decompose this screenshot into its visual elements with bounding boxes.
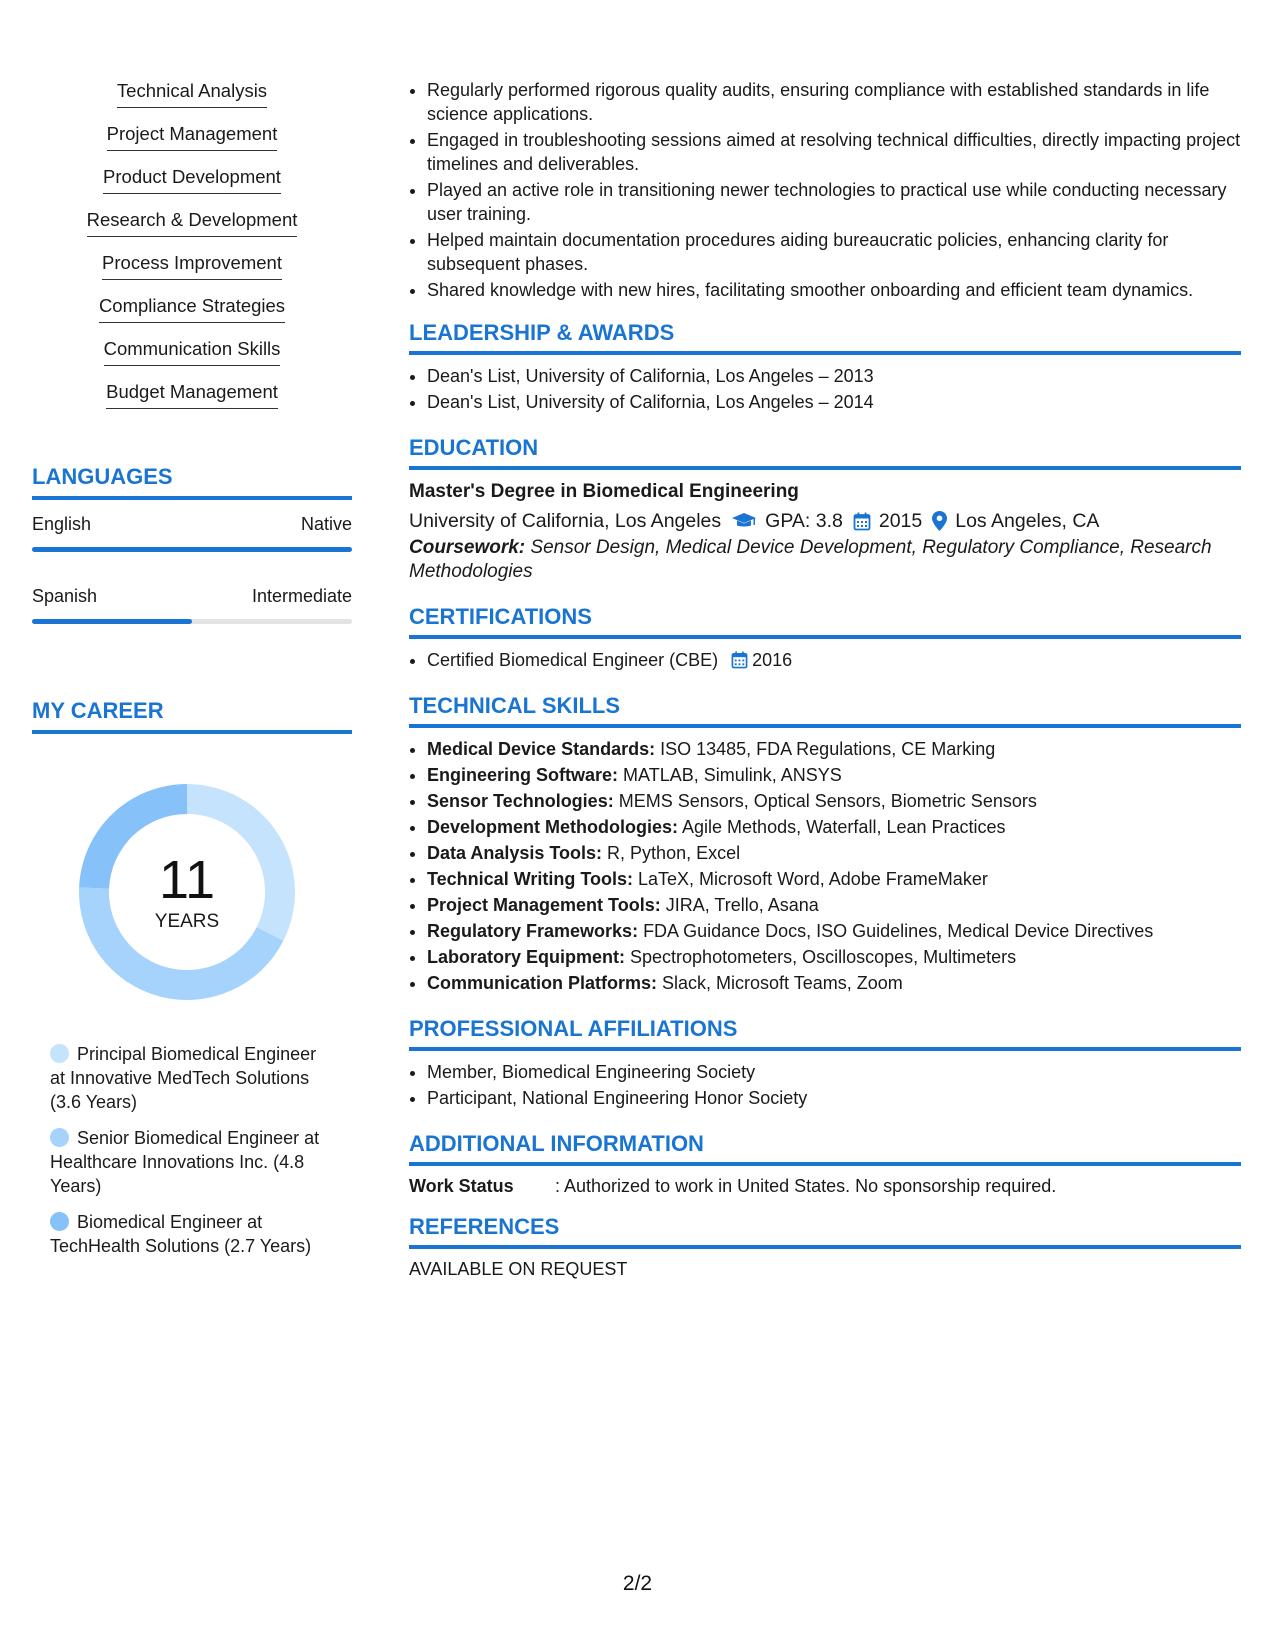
tech-skill-item	[427, 736, 1241, 762]
skill-item: Budget Management	[106, 381, 278, 409]
tech-skill-item	[427, 970, 1241, 996]
calendar-icon	[731, 651, 748, 669]
references-heading: REFERENCES	[409, 1214, 1241, 1249]
affiliations-list	[409, 1059, 1241, 1111]
work-status-row	[409, 1174, 1241, 1198]
degree-title: Master's Degree in Biomedical Engineering	[409, 481, 799, 502]
work-status-label: Work Status	[409, 1176, 514, 1196]
tech-skill-label: Development Methodologies:	[427, 817, 679, 837]
education-heading: EDUCATION	[409, 435, 1241, 470]
skill-item: Compliance Strategies	[99, 295, 285, 323]
legend-item	[50, 1210, 330, 1258]
location-pin-icon	[932, 511, 947, 531]
graduation-year: 2015	[878, 510, 923, 532]
technical-skills-list	[409, 736, 1241, 996]
coursework-label: Coursework:	[409, 537, 526, 558]
legend-dot-icon	[50, 1128, 69, 1147]
tech-skill-label: Technical Writing Tools:	[427, 869, 634, 889]
right-column	[409, 78, 1241, 1281]
career-heading: MY CAREER	[32, 698, 352, 734]
languages-heading: LANGUAGES	[32, 464, 352, 500]
tech-skill-item	[427, 840, 1241, 866]
legend-label: Senior Biomedical Engineer at Healthcare Innovations Inc. (4.8 Years)	[50, 1128, 320, 1196]
legend-item	[50, 1042, 330, 1114]
tech-skill-item	[427, 762, 1241, 788]
skill-item: Product Development	[103, 166, 281, 194]
legend-label: Biomedical Engineer at TechHealth Solutions (2.7 Years)	[50, 1212, 312, 1256]
career-donut-chart	[67, 772, 307, 1012]
work-status-value: : Authorized to work in United States. No sponsorship required.	[555, 1176, 1057, 1196]
language-level: Native	[300, 514, 352, 534]
experience-bullet: • Engaged in troubleshooting sessions aimed at resolving technical difficulties, directly impacting project timelines and deliverables.	[427, 128, 1241, 176]
skill-item: Research & Development	[87, 209, 298, 237]
references-text: AVAILABLE ON REQUEST	[409, 1259, 628, 1279]
page-number: 2/2	[622, 1572, 653, 1595]
experience-bullets	[409, 78, 1241, 302]
tech-skill-item	[427, 866, 1241, 892]
experience-bullet: • Played an active role in transitioning newer technologies to practical use while conducting necessary user training.	[427, 178, 1241, 226]
tech-skill-label: Regulatory Frameworks:	[427, 921, 639, 941]
tech-skill-value: LaTeX, Microsoft Word, Adobe FrameMaker	[633, 869, 988, 889]
skill-item: Project Management	[107, 123, 278, 151]
technical-skills-heading: TECHNICAL SKILLS	[409, 693, 1241, 728]
tech-skill-label: Medical Device Standards:	[427, 739, 656, 759]
experience-bullet: • Helped maintain documentation procedures aiding bureaucratic policies, enhancing clarity for subsequent phases.	[427, 228, 1241, 276]
left-column	[32, 80, 352, 1270]
graduation-cap-icon	[731, 512, 757, 530]
tech-skill-value: Agile Methods, Waterfall, Lean Practices	[678, 817, 1006, 837]
legend-dot-icon	[50, 1212, 69, 1231]
tech-skill-item	[427, 892, 1241, 918]
skills-list	[32, 80, 352, 424]
tech-skill-item	[427, 918, 1241, 944]
calendar-icon	[853, 512, 871, 531]
school-location: Los Angeles, CA	[955, 510, 1100, 532]
tech-skill-value: Slack, Microsoft Teams, Zoom	[657, 973, 903, 993]
tech-skill-label: Communication Platforms:	[427, 973, 658, 993]
tech-skill-value: R, Python, Excel	[602, 843, 741, 863]
language-bar-fill	[32, 619, 192, 624]
coursework	[409, 536, 1241, 584]
award-item: • Dean's List, University of California, Los Angeles – 2014	[427, 389, 1241, 415]
certification-name: Certified Biomedical Engineer (CBE)	[427, 650, 719, 670]
education-entry	[409, 478, 1241, 584]
certification-item	[427, 647, 1241, 673]
affiliation-item: • Participant, National Engineering Honor Society	[427, 1085, 1241, 1111]
affiliation-item: • Member, Biomedical Engineering Society	[427, 1059, 1241, 1085]
tech-skill-value: MEMS Sensors, Optical Sensors, Biometric Sensors	[613, 791, 1037, 811]
leadership-heading: LEADERSHIP & AWARDS	[409, 320, 1241, 355]
tech-skill-value: ISO 13485, FDA Regulations, CE Marking	[655, 739, 996, 759]
tech-skill-label: Sensor Technologies:	[427, 791, 614, 811]
tech-skill-value: FDA Guidance Docs, ISO Guidelines, Medical Device Directives	[638, 921, 1154, 941]
career-years-label: YEARS	[154, 911, 220, 932]
tech-skill-label: Project Management Tools:	[427, 895, 661, 915]
affiliations-heading: PROFESSIONAL AFFILIATIONS	[409, 1016, 1241, 1051]
tech-skill-item	[427, 814, 1241, 840]
tech-skill-value: Spectrophotometers, Oscilloscopes, Multimeters	[625, 947, 1017, 967]
skill-item: Communication Skills	[104, 338, 281, 366]
tech-skill-label: Engineering Software:	[427, 765, 619, 785]
legend-item	[50, 1126, 330, 1198]
career-section	[32, 698, 352, 1258]
languages-section	[32, 464, 352, 624]
certifications-list	[409, 647, 1241, 673]
experience-bullet: • Shared knowledge with new hires, facilitating smoother onboarding and efficient team dynamics.	[427, 278, 1241, 302]
skill-item: Technical Analysis	[117, 80, 267, 108]
language-bar-fill	[32, 547, 352, 552]
school-name: University of California, Los Angeles	[409, 510, 722, 532]
award-item: • Dean's List, University of California, Los Angeles – 2013	[427, 363, 1241, 389]
language-bar	[32, 547, 352, 552]
language-entry	[32, 514, 352, 552]
gpa: GPA: 3.8	[765, 510, 843, 532]
experience-bullet: • Regularly performed rigorous quality audits, ensuring compliance with established standards in life science applications.	[427, 78, 1241, 126]
tech-skill-item	[427, 788, 1241, 814]
leadership-list	[409, 363, 1241, 415]
career-legend	[32, 1042, 330, 1258]
language-entry	[32, 586, 352, 624]
additional-info-heading: ADDITIONAL INFORMATION	[409, 1131, 1241, 1166]
tech-skill-value: JIRA, Trello, Asana	[660, 895, 819, 915]
tech-skill-value: MATLAB, Simulink, ANSYS	[618, 765, 842, 785]
career-total-years: 11	[158, 850, 216, 910]
legend-label: Principal Biomedical Engineer at Innovative MedTech Solutions (3.6 Years)	[50, 1044, 317, 1112]
tech-skill-item	[427, 944, 1241, 970]
language-level: Intermediate	[251, 586, 352, 606]
tech-skill-label: Data Analysis Tools:	[427, 843, 603, 863]
language-name: Spanish	[32, 586, 98, 606]
language-bar	[32, 619, 352, 624]
certifications-heading: CERTIFICATIONS	[409, 604, 1241, 639]
language-name: English	[32, 514, 92, 534]
tech-skill-label: Laboratory Equipment:	[427, 947, 626, 967]
coursework-list: Sensor Design, Medical Device Development, Regulatory Compliance, Research Methodologies	[409, 537, 1212, 582]
certification-year: 2016	[752, 650, 793, 670]
legend-dot-icon	[50, 1044, 69, 1063]
skill-item: Process Improvement	[102, 252, 282, 280]
